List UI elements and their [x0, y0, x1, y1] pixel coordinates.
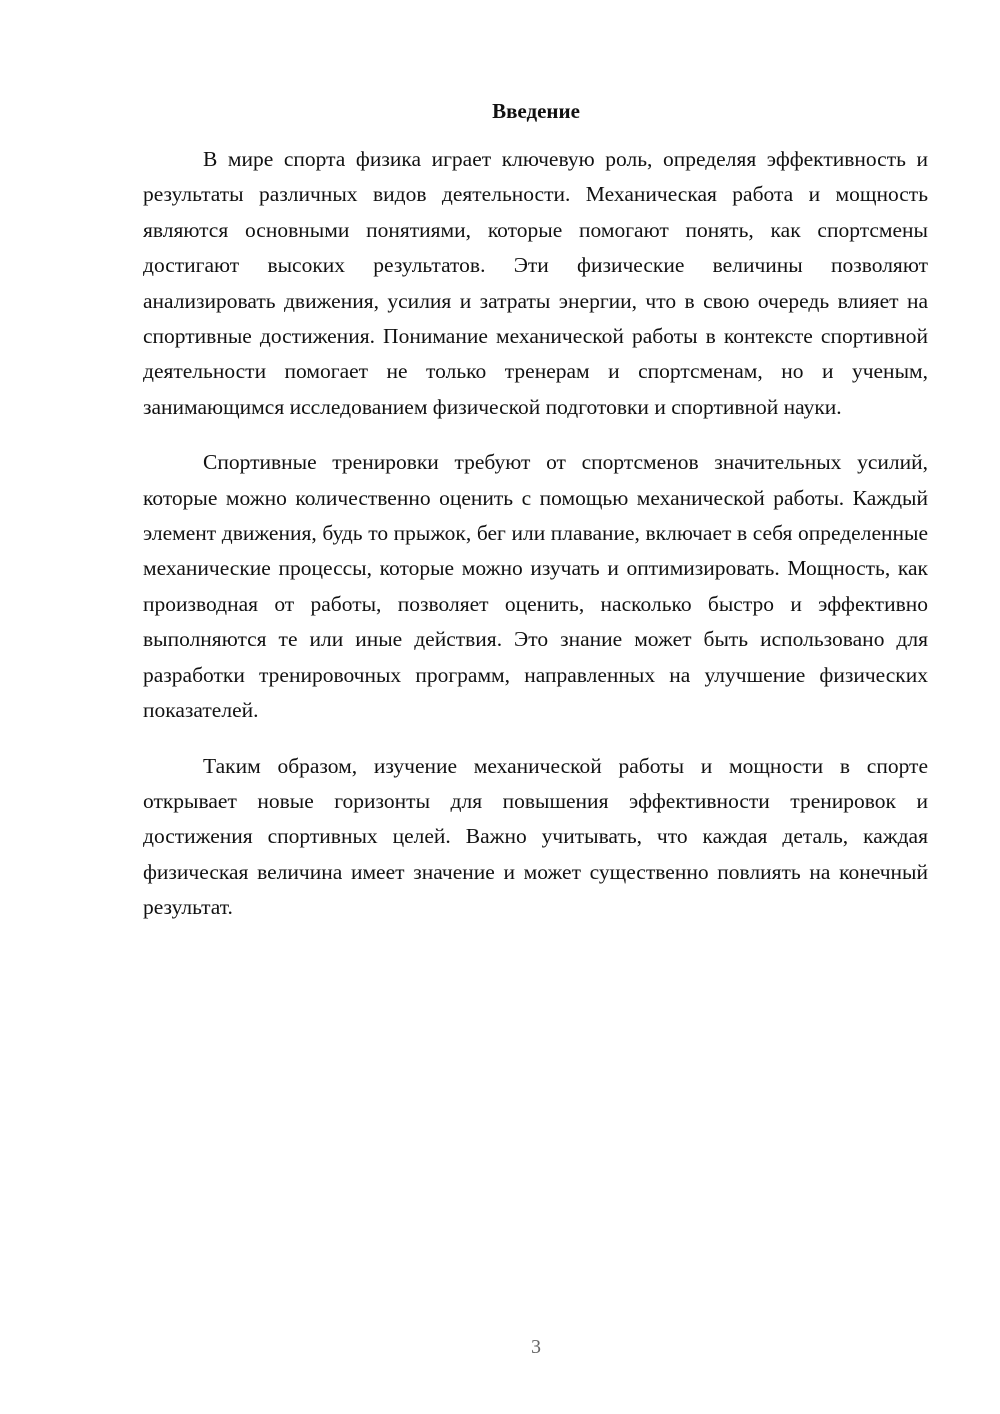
document-body: [143, 142, 928, 946]
page-number: 3: [531, 1336, 541, 1358]
paragraph-2: Спортивные тренировки требуют от спортсменов значительных усилий, которые можно количественно оценить с помощью механической работы. Каждый элемент движения, будь то прыжок, бег или плавание, включает в себя определенные механические процессы, которые можно изучать и оптимизировать. Мощность, как производная от работы, позволяет оценить, насколько быстро и эффективно выполняются те или иные действия. Это знание может быть использовано для разработки тренировочных программ, направленных на улучшение физических показателей.: [143, 450, 928, 723]
page-title: Введение: [492, 99, 580, 123]
paragraph-3: Таким образом, изучение механической работы и мощности в спорте открывает новые горизонты для повышения эффективности тренировок и достижения спортивных целей. Важно учитывать, что каждая деталь, каждая физическая величина имеет значение и может существенно повлиять на конечный результат.: [143, 753, 928, 920]
paragraph-1: В мире спорта физика играет ключевую роль, определяя эффективность и результаты различных видов деятельности. Механическая работа и мощность являются основными понятиями, которые помогают понять, как спортсмены достигают высоких результатов. Эти физические величины позволяют анализировать движения, усилия и затраты энергии, что в свою очередь влияет на спортивные достижения. Понимание механической работы в контексте спортивной деятельности помогает не только тренерам и спортсменам, но и ученым, занимающимся исследованием физической подготовки и спортивной науки.: [143, 147, 928, 419]
